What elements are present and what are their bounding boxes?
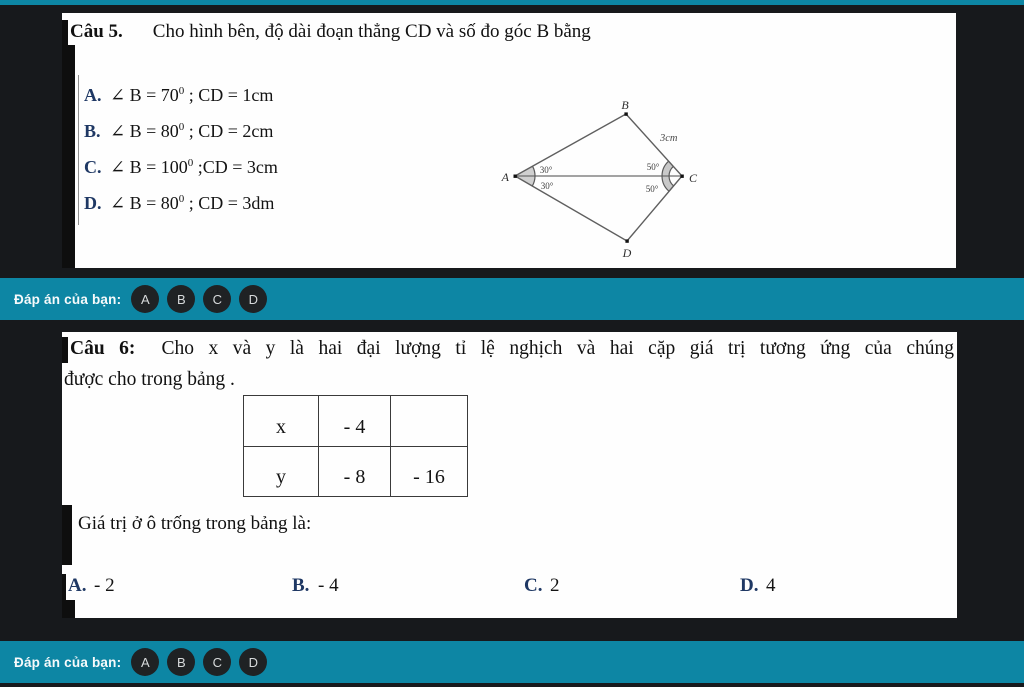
q6-answer-choice-d[interactable]: D: [239, 648, 267, 676]
q5-title-bracket: [62, 20, 68, 46]
proportion-table: [243, 395, 468, 497]
q5-option-b-rest: ; CD = 2cm: [184, 121, 274, 141]
cell-y-value2: - 16: [391, 447, 468, 497]
cell-x-header: x: [244, 396, 319, 447]
q6-answer-choices: [131, 648, 275, 676]
q6-title-text-line2: được cho trong bảng .: [64, 369, 235, 390]
q5-option-b-letter: B.: [84, 121, 101, 141]
side-label-bc: 3cm: [660, 133, 678, 144]
q5-answer-choice-b[interactable]: B: [167, 285, 195, 313]
question6-card: [62, 332, 957, 618]
q6-option-c-text: 2: [550, 575, 560, 596]
q5-option-d-text: ∠ B = 80: [110, 193, 179, 213]
q6-number-label: Câu 6:: [70, 338, 136, 359]
q5-answer-choice-a[interactable]: A: [131, 285, 159, 313]
q5-option-b-text: ∠ B = 80: [110, 121, 179, 141]
geometry-figure: [478, 92, 713, 262]
angle-label-a-bottom: 30°: [540, 181, 554, 191]
cell-x-value1: - 4: [319, 396, 391, 447]
q5-option-b: [84, 121, 273, 142]
q6-bottom-left-strip: [62, 600, 75, 618]
angle-label-c-bottom: 50°: [645, 184, 659, 194]
vertex-label-a: A: [501, 170, 509, 184]
q6-option-a-letter: A.: [68, 575, 87, 596]
q6-title: [70, 338, 954, 360]
q6-answer-choice-b[interactable]: B: [167, 648, 195, 676]
q6-option-d-text: 4: [766, 575, 776, 596]
vertex-label-d: D: [622, 246, 632, 260]
q6-question-text: Giá trị ở ô trống trong bảng là:: [78, 513, 312, 534]
q5-option-c-sup: 0: [187, 157, 194, 169]
q5-title: [70, 21, 591, 43]
q5-answer-choice-d[interactable]: D: [239, 285, 267, 313]
q5-option-d: [84, 193, 274, 214]
vertex-dot-a: [514, 175, 517, 178]
q5-options-rule: [78, 75, 80, 225]
q5-answer-choice-c[interactable]: C: [203, 285, 231, 313]
q6-option-a-text: - 2: [94, 575, 115, 596]
q5-left-strip: [62, 45, 75, 268]
angle-label-a-top: 30°: [539, 165, 553, 175]
cell-y-header: y: [244, 447, 319, 497]
q5-option-c-text: ∠ B = 100: [110, 157, 188, 177]
vertex-dot-c: [680, 175, 683, 178]
cell-y-value1: - 8: [319, 447, 391, 497]
q5-option-d-letter: D.: [84, 193, 102, 213]
q5-option-a-sup: 0: [178, 85, 185, 97]
q6-answer-label: Đáp án của bạn:: [14, 654, 122, 670]
q6-option-d: [740, 575, 776, 597]
angle-label-c-top: 50°: [646, 162, 660, 172]
cell-x-value2-blank: [391, 396, 468, 447]
table-row-y: [244, 447, 468, 497]
vertex-label-c: C: [689, 171, 698, 185]
q6-title-bracket: [62, 337, 68, 363]
q5-option-d-sup: 0: [178, 193, 185, 205]
q5-number-label: Câu 5.: [70, 21, 123, 42]
q5-answer-bar: [0, 278, 1024, 320]
q6-option-c: [524, 575, 560, 597]
q5-option-d-rest: ; CD = 3dm: [184, 193, 275, 213]
q5-answer-choices: [131, 285, 275, 313]
question5-card: [62, 13, 956, 268]
q5-option-c-letter: C.: [84, 157, 102, 177]
q6-option-b-text: - 4: [318, 575, 339, 596]
q6-answer-choice-a[interactable]: A: [131, 648, 159, 676]
q6-option-b: [292, 575, 339, 597]
q6-option-a: [68, 575, 115, 597]
top-teal-strip: [0, 0, 1024, 5]
q5-option-b-sup: 0: [178, 121, 185, 133]
kite-outline: [515, 114, 682, 241]
q6-question-bracket: [62, 505, 72, 565]
q5-title-text: Cho hình bên, độ dài đoạn thẳng CD và số đo góc B bằng: [152, 21, 591, 42]
q6-option-d-letter: D.: [740, 575, 759, 596]
q5-option-a-rest: ; CD = 1cm: [184, 85, 274, 105]
q6-option-b-letter: B.: [292, 575, 310, 596]
q6-option-c-letter: C.: [524, 575, 543, 596]
q6-answer-bar: [0, 641, 1024, 683]
vertex-label-b: B: [621, 98, 629, 112]
q5-answer-label: Đáp án của bạn:: [14, 291, 122, 307]
vertex-dot-b: [624, 112, 627, 115]
q5-option-c-rest: ;CD = 3cm: [193, 157, 278, 177]
q5-option-a: [84, 85, 273, 106]
q5-option-c: [84, 157, 278, 178]
q6-answer-choice-c[interactable]: C: [203, 648, 231, 676]
vertex-dot-d: [625, 239, 628, 242]
q6-title-text-line1: Cho x và y là hai đại lượng tỉ lệ nghịch và hai cặp giá trị tương ứng của chúng: [161, 338, 955, 359]
table-row-x: [244, 396, 468, 447]
q5-option-a-text: ∠ B = 70: [110, 85, 179, 105]
q6-option-a-bracket: [62, 574, 66, 600]
q5-option-a-letter: A.: [84, 85, 102, 105]
